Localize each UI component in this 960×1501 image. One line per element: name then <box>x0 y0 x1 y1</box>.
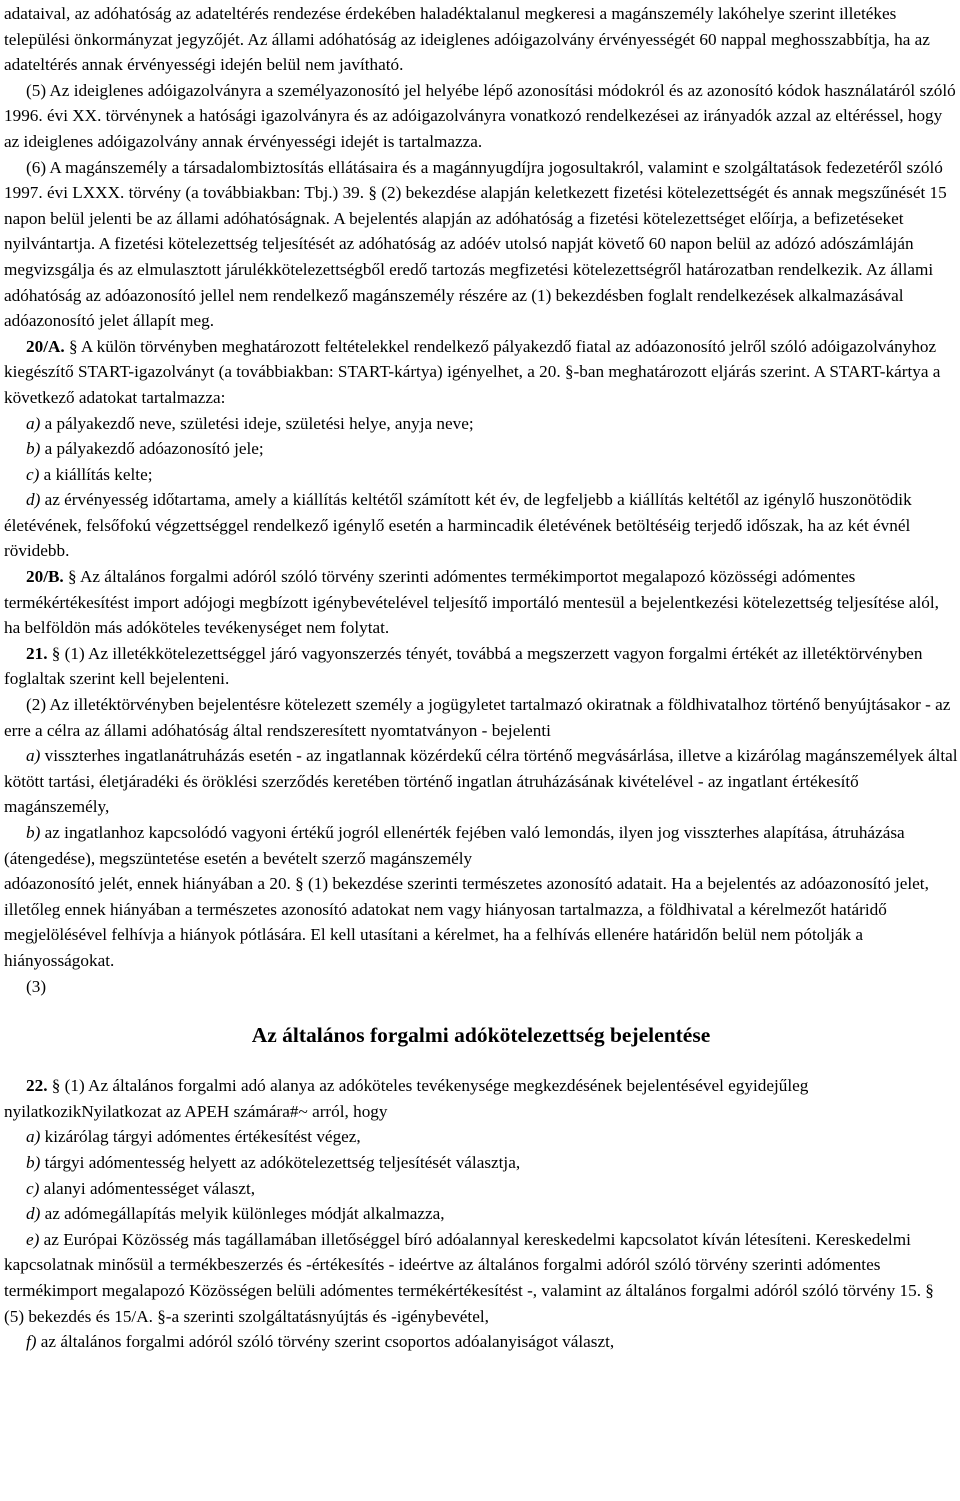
list-text: tárgyi adómentesség helyett az adókötelezettség teljesítését választja, <box>40 1152 521 1172</box>
section-21-continuation: adóazonosító jelét, ennek hiányában a 20. § (1) bekezdése szerinti természetes azonosító adatait. Ha a bejelentés az adóazonosító jelet, illetőleg ennek hiányában a természetes azonosító adatokat nem vagy hiányosan tartalmazza, a földhivatal a kérelmezőt határidő megjelölésével felhívja a hiányok pótlására. El kell utasítani a kérelmet, ha a felhívás ellenére határidőn belül nem pótolják a hiányosságokat. <box>4 874 929 970</box>
section-20a-number: 20/A. <box>26 336 65 356</box>
list-text: alanyi adómentességet választ, <box>39 1178 256 1198</box>
section-21-number: 21. <box>26 643 48 663</box>
list-text: a kiállítás kelte; <box>39 464 153 484</box>
list-item-20a-d <box>4 487 958 564</box>
section-20b-number: 20/B. <box>26 567 64 587</box>
paragraph-5: (5) Az ideiglenes adóigazolványra a személyazonosító jel helyébe lépő azonosítási módokról és az azonosító kódok használatáról szóló 1996. évi XX. törvénynek a hatósági igazolványra és az adóigazolványra vonatkozó rendelkezései az irányadók azzal az eltéréssel, hogy az ideiglenes adóigazolvány annak érvényességi idejét is tartalmazza. <box>4 80 956 151</box>
list-item-21-b <box>4 820 958 871</box>
list-item-22-d <box>4 1201 958 1227</box>
list-letter: b) <box>26 439 41 459</box>
list-letter: c) <box>26 1178 40 1198</box>
list-letter: a) <box>26 746 41 766</box>
section-21-paragraph-3: (3) <box>26 976 47 996</box>
list-text: az Európai Közösség más tagállamában illetőséggel bíró adóalannyal kereskedelmi kapcsolatot kíván létesíteni. Kereskedelmi kapcsolatnak minősül a termékbeszerzés és -értékesítés - ideértve az általános forgalmi adóról szóló törvény szerinti adómentes termékimport megalapozó Közösségen belüli adómentes termékértékesítést -, valamint az általános forgalmi adóról szóló törvény 15. § (5) bekezdés és 15/A. §-a szerinti szolgáltatásnyújtás és -igénybevétel, <box>4 1229 934 1326</box>
paragraph-6: (6) A magánszemély a társadalombiztosítás ellátásaira és a magánnyugdíjra jogosultakról, valamint e szolgáltatások fedezetéről szóló 1997. évi LXXX. törvény (a továbbiakban: Tbj.) 39. § (2) bekezdése alapján keletkezett fizetési kötelezettségét és annak megszűnését 15 napon belül jelenti be az állami adóhatóságnak. A bejelentés alapján az adóhatóság a fizetési kötelezettséget előírja, a befizetéseket nyilvántartja. A fizetési kötelezettség teljesítését az adóhatóság az adóév utolsó napját követő 60 napon belül az adózó adószámláján megvizsgálja és az elmulasztott járulékkötelezettségből eredő tartozás megfizetési kötelezettségről határozatban rendelkezik. Az állami adóhatóság az adóazonosító jellel nem rendelkező magánszemély részére az (1) bekezdésben foglalt rendelkezések alkalmazásával adóazonosító jelet állapít meg. <box>4 157 947 331</box>
list-item-22-e <box>4 1227 958 1329</box>
list-text: az érvényesség időtartama, amely a kiállítás keltétől számított két év, de legfeljebb a kiállítás keltétől az igénylő huszonötödik életévének, felsőfokú végzettséggel rendelkező igénylő esetén a harmincadik életévének betöltéséig terjedő időszak, ha az két évnél rövidebb. <box>4 490 912 561</box>
section-heading: Az általános forgalmi adókötelezettség bejelentése <box>251 1023 711 1048</box>
list-item-22-b <box>4 1150 958 1176</box>
section-21 <box>4 641 958 692</box>
list-text: kizárólag tárgyi adómentes értékesítést végez, <box>40 1127 361 1147</box>
list-letter: d) <box>26 490 41 510</box>
list-text: a pályakezdő neve, születési ideje, születési helye, anyja neve; <box>40 413 474 433</box>
list-letter: b) <box>26 1152 41 1172</box>
list-text: az ingatlanhoz kapcsolódó vagyoni értékű jogról ellenérték fejében való lemondás, ilyen jog visszterhes alapítása, átruházása (átengedése), megszüntetése esetén a bevételt szerző magánszemély <box>4 823 905 868</box>
section-21-text: § (1) Az illetékkötelezettséggel járó vagyonszerzés tényét, továbbá a megszerzett vagyon forgalmi értékét az illetéktörvényben foglaltak szerint kell bejelenteni. <box>4 643 923 689</box>
list-text: a pályakezdő adóazonosító jele; <box>40 439 264 459</box>
paragraph-continuation: adataival, az adóhatóság az adateltérés rendezése érdekében haladéktalanul megkeresi a magánszemély lakóhelye szerint illetékes települési önkormányzat jegyzőjét. Az állami adóhatóság az ideiglenes adóigazolvány érvényességét 60 nappal meghosszabbítja, ha az adateltérés annak érvényességi idején belül nem javítható. <box>4 4 930 75</box>
list-letter: a) <box>26 413 41 433</box>
list-item-22-a <box>4 1124 958 1150</box>
section-20b-text: § Az általános forgalmi adóról szóló törvény szerinti adómentes termékimportot megalapozó közösségi adómentes termékértékesítést import adójogi megbízott igénybevételével teljesítő importáló mentesül a bejelentkezési kötelezettség teljesítése alól, ha belföldön más adóköteles tevékenységet nem folytat. <box>4 567 939 638</box>
list-letter: d) <box>26 1204 41 1224</box>
document-page <box>4 1 958 1355</box>
list-item-22-c <box>4 1176 958 1202</box>
list-text: az általános forgalmi adóról szóló törvény szerint csoportos adóalanyiságot választ, <box>36 1332 615 1352</box>
section-22 <box>4 1073 958 1124</box>
list-letter: a) <box>26 1127 41 1147</box>
list-item-21-a <box>4 743 958 820</box>
section-22-number: 22. <box>26 1076 48 1096</box>
section-21-paragraph-2: (2) Az illetéktörvényben bejelentésre kötelezett személy a jogügyletet tartalmazó okiratnak a földhivatalhoz történő benyújtásakor - az erre a célra az állami adóhatóság által rendszeresített nyomtatványon - bejelenti <box>4 695 951 740</box>
list-item-22-f <box>4 1329 958 1355</box>
list-letter: b) <box>26 823 41 842</box>
section-20a-text: § A külön törvényben meghatározott feltételekkel rendelkező pályakezdő fiatal az adóazonosító jelről szóló adóigazolványhoz kiegészítő START-igazolványt (a továbbiakban: START-kártya) igényelhet, a 20. §-ban meghatározott eljárás szerint. A START-kártya a következő adatokat tartalmazza: <box>4 336 941 407</box>
list-letter: c) <box>26 464 40 484</box>
list-item-20a-a <box>4 411 958 437</box>
section-20a <box>4 334 958 411</box>
list-text: visszterhes ingatlanátruházás esetén - az ingatlannak közérdekű célra történő megvásárlása, illetve a kizárólag magánszemélyek által kötött tartási, életjáradéki és öröklési szerződés keretében történő ingatlan átruházásának kivételével - az ingatlant értékesítő magánszemély, <box>4 746 958 817</box>
section-22-text: § (1) Az általános forgalmi adó alanya az adóköteles tevékenysége megkezdésének bejelentésével egyidejűleg nyilatkozikNyilatkozat az APEH számára#~ arról, hogy <box>4 1076 809 1121</box>
list-item-20a-b <box>4 436 958 462</box>
list-letter: f) <box>26 1332 37 1352</box>
list-item-20a-c <box>4 462 958 488</box>
list-text: az adómegállapítás melyik különleges módját alkalmazza, <box>40 1204 445 1224</box>
list-letter: e) <box>26 1229 40 1249</box>
section-20b <box>4 564 958 641</box>
